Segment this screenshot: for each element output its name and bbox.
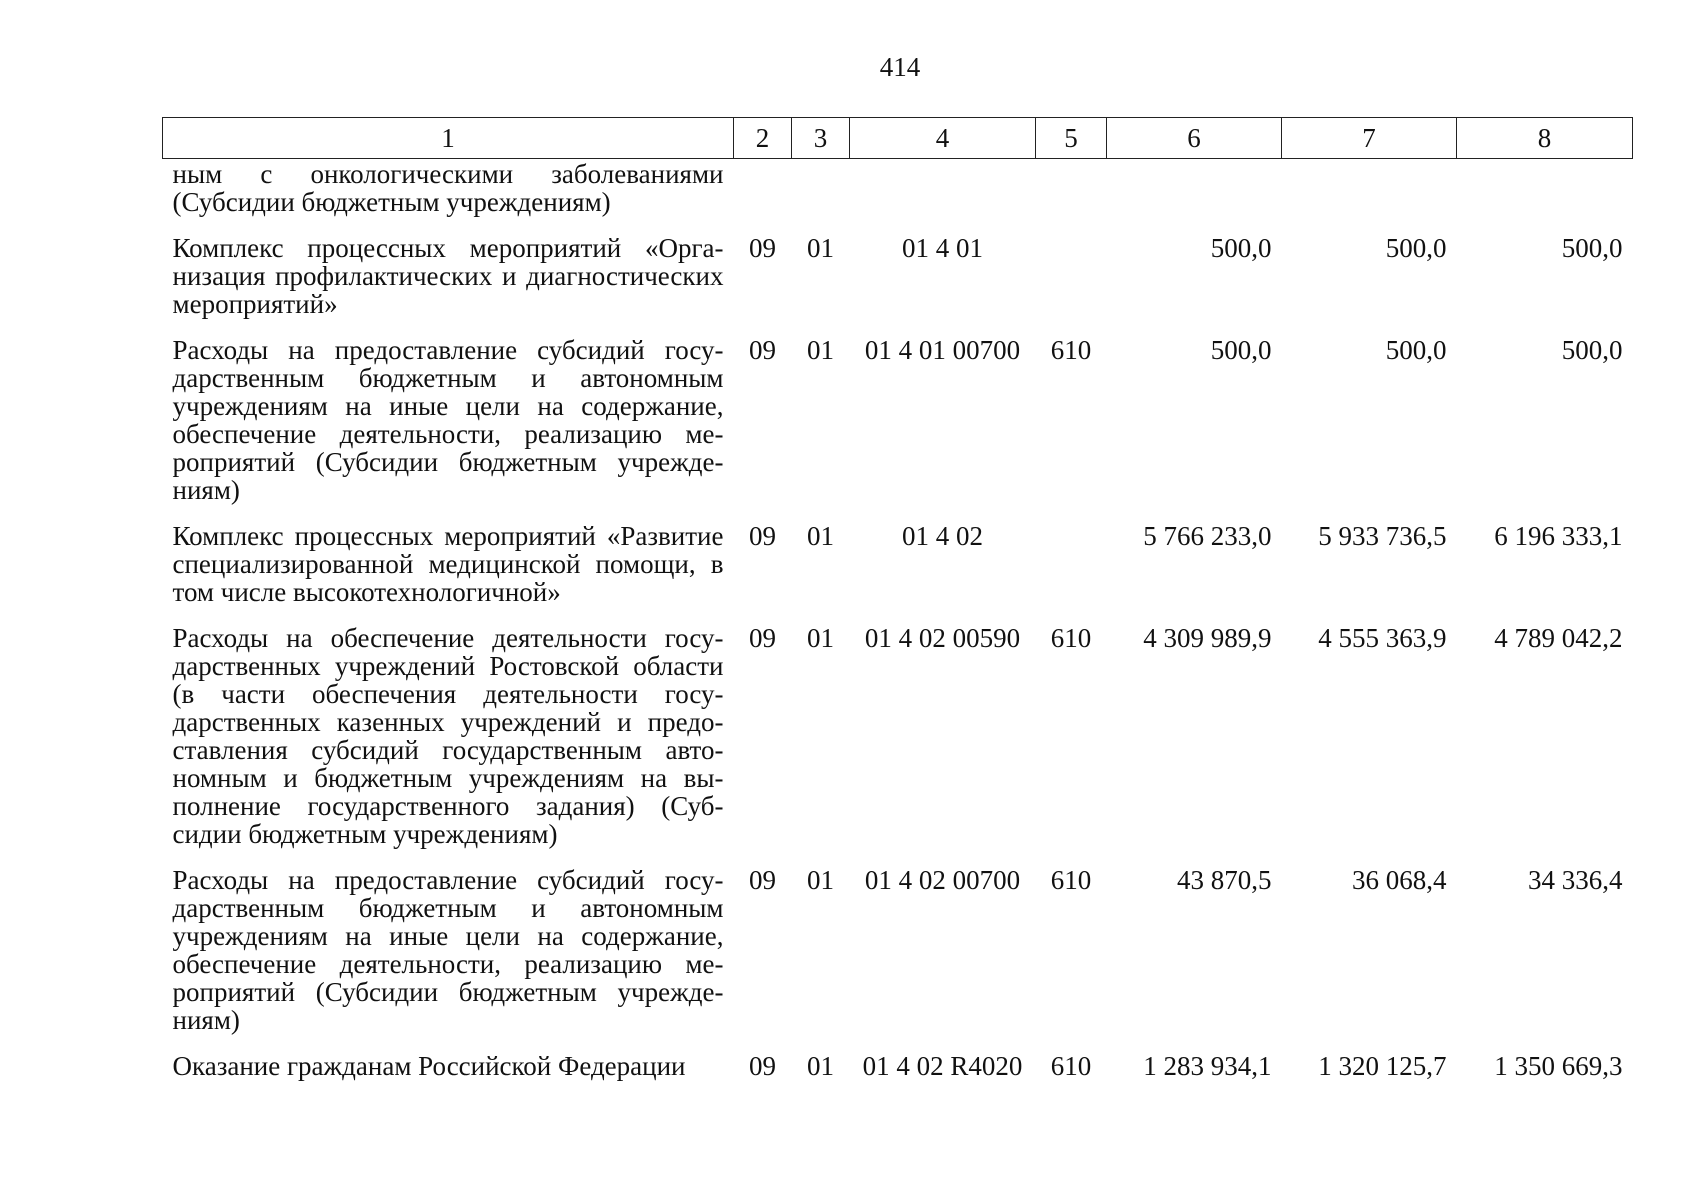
- row-target-code: [850, 159, 1036, 225]
- row-expense-type: [1036, 224, 1107, 326]
- column-header: 2: [734, 118, 792, 159]
- row-expense-type: [1036, 159, 1107, 225]
- row-target-code: 01 4 02 00700: [864, 865, 1021, 895]
- row-amount-year-2: 5 933 736,5: [1318, 521, 1447, 551]
- table-row: [163, 856, 1633, 1042]
- row-subsection: 01: [807, 623, 834, 653]
- row-amount-year-1: 4 309 989,9: [1143, 623, 1272, 653]
- row-subsection: 01: [807, 865, 834, 895]
- row-target-code: 01 4 01 00700: [864, 335, 1021, 365]
- row-subsection: 01: [807, 521, 834, 551]
- row-amount-year-2: 500,0: [1385, 233, 1447, 263]
- row-amount-year-3: 1 350 669,3: [1494, 1051, 1623, 1081]
- row-target-code: 01 4 02: [902, 521, 983, 551]
- page-number: 414: [879, 52, 921, 82]
- row-description: Расходы на обеспечение деятельности государственных учреждений Ростовской области (в части обеспечения деятельности государственных казенных учреждений и предоставления субсидий государственным автономным и бюджетным учреждениям на выполнение государственного задания) (Субсидии бюджетным учреждениям): [172, 623, 724, 849]
- row-amount-year-3: 34 336,4: [1528, 865, 1623, 895]
- table-row: [163, 159, 1633, 225]
- row-target-code: 01 4 02 00590: [864, 623, 1021, 653]
- row-section: 09: [749, 623, 776, 653]
- row-description: Комплекс процессных мероприятий «Развитие специализированной медицинской помощи, в том числе высокотехнологичной»: [172, 521, 724, 607]
- row-amount-year-1: 5 766 233,0: [1143, 521, 1272, 551]
- row-amount-year-3: 500,0: [1561, 335, 1623, 365]
- row-amount-year-1: 500,0: [1210, 335, 1272, 365]
- table-row: [163, 1042, 1633, 1088]
- row-description: Оказание гражданам Российской Федерации: [172, 1051, 686, 1081]
- row-amount-year-1: 500,0: [1210, 233, 1272, 263]
- row-expense-type: 610: [1050, 1051, 1092, 1081]
- row-section: 09: [749, 521, 776, 551]
- table-row: [163, 512, 1633, 614]
- table-header: [163, 118, 1633, 159]
- column-header: 6: [1107, 118, 1282, 159]
- row-description: Расходы на предоставление субсидий государственным бюджетным и автономным учреждениям на иные цели на содержание, обеспечение деятельности, реализацию мероприятий (Субсидии бюджетным учреждениям): [172, 335, 724, 505]
- row-target-code: 01 4 01: [902, 233, 983, 263]
- row-amount-year-2: 4 555 363,9: [1318, 623, 1447, 653]
- table-row: [163, 224, 1633, 326]
- row-expense-type: 610: [1050, 335, 1092, 365]
- table-body: [163, 159, 1633, 1089]
- row-amount-year-1: 43 870,5: [1177, 865, 1272, 895]
- row-amount-year-3: 6 196 333,1: [1494, 521, 1623, 551]
- column-header: 5: [1036, 118, 1107, 159]
- column-header: 3: [792, 118, 850, 159]
- row-section: [734, 159, 792, 225]
- row-expense-type: 610: [1050, 623, 1092, 653]
- row-amount-year-2: 1 320 125,7: [1318, 1051, 1447, 1081]
- row-description: Расходы на предоставление субсидий государственным бюджетным и автономным учреждениям на иные цели на содержание, обеспечение деятельности, реализацию мероприятий (Субсидии бюджетным учреждениям): [172, 865, 724, 1035]
- row-amount-year-1: [1107, 159, 1282, 225]
- row-section: 09: [749, 865, 776, 895]
- row-subsection: [792, 159, 850, 225]
- column-header: 1: [163, 118, 734, 159]
- budget-table: [162, 117, 1633, 1088]
- column-header: 8: [1457, 118, 1633, 159]
- row-section: 09: [749, 233, 776, 263]
- row-subsection: 01: [807, 1051, 834, 1081]
- row-expense-type: [1036, 512, 1107, 614]
- column-header: 7: [1282, 118, 1457, 159]
- row-target-code: 01 4 02 R4020: [862, 1051, 1023, 1081]
- row-amount-year-3: [1457, 159, 1633, 225]
- row-amount-year-2: 500,0: [1385, 335, 1447, 365]
- table-row: [163, 326, 1633, 512]
- row-section: 09: [749, 1051, 776, 1081]
- row-amount-year-3: 4 789 042,2: [1494, 623, 1623, 653]
- row-section: 09: [749, 335, 776, 365]
- row-amount-year-2: 36 068,4: [1352, 865, 1447, 895]
- header-row: [163, 118, 1633, 159]
- row-amount-year-1: 1 283 934,1: [1143, 1051, 1272, 1081]
- column-header: 4: [850, 118, 1036, 159]
- table-row: [163, 614, 1633, 856]
- row-description: ным с онкологическими заболеваниями (Субсидии бюджетным учреждениям): [172, 159, 724, 217]
- row-subsection: 01: [807, 233, 834, 263]
- row-subsection: 01: [807, 335, 834, 365]
- row-amount-year-2: [1282, 159, 1457, 225]
- row-expense-type: 610: [1050, 865, 1092, 895]
- row-amount-year-3: 500,0: [1561, 233, 1623, 263]
- row-description: Комплекс процессных мероприятий «Организация профилактических и диагностических мероприятий»: [172, 233, 724, 319]
